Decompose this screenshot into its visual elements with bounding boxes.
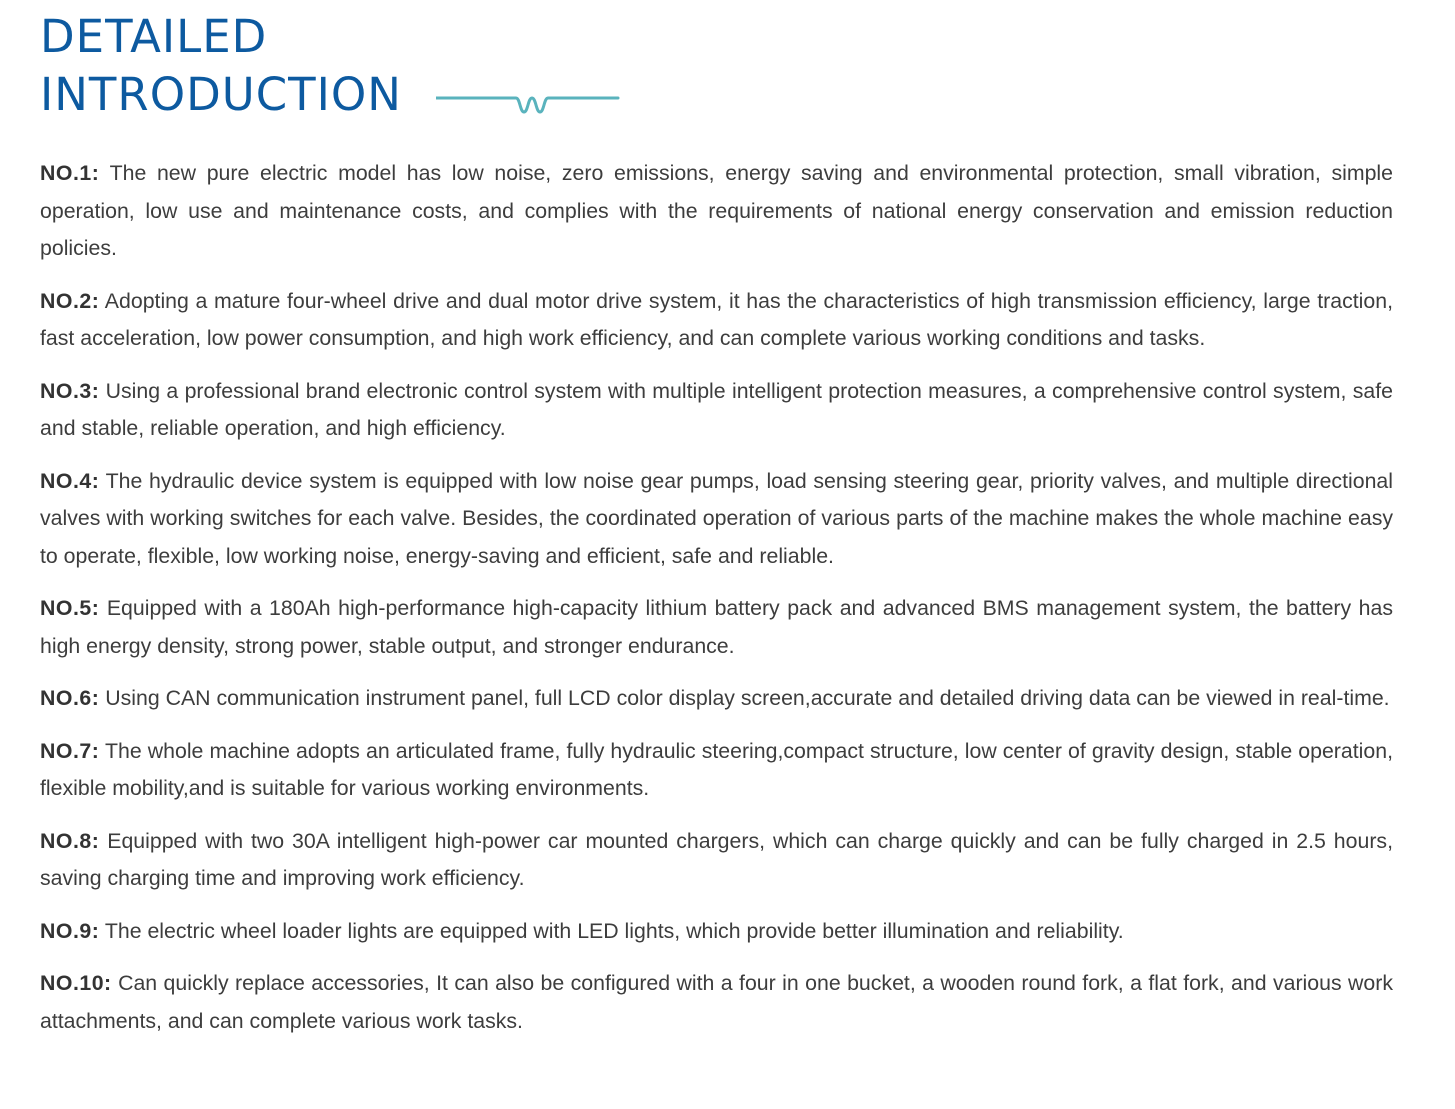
list-item — [40, 680, 1393, 718]
item-text: Using CAN communication instrument panel, full LCD color display screen,accurate and detailed driving data can be viewed in real-time. — [99, 686, 1390, 710]
item-text: The new pure electric model has low noise, zero emissions, energy saving and environmental protection, small vibration, simple operation, low use and maintenance costs, and complies with the requirements of national energy conservation and emission reduction policies. — [40, 161, 1393, 260]
item-text: Equipped with two 30A intelligent high-power car mounted chargers, which can charge quickly and can be fully charged in 2.5 hours, saving charging time and improving work efficiency. — [40, 828, 1393, 890]
page-title-line2: INTRODUCTION — [40, 68, 402, 121]
item-label: NO.5: — [40, 596, 100, 620]
section-header — [40, 8, 620, 124]
item-text: Using a professional brand electronic control system with multiple intelligent protection measures, a comprehensive control system, safe and stable, reliable operation, and high efficiency. — [40, 378, 1393, 440]
introduction-list — [40, 155, 1393, 1055]
item-text: The hydraulic device system is equipped with low noise gear pumps, load sensing steering gear, priority valves, and multiple directional valves with working switches for each valve. Besides, the coordinated operation of various parts of the machine makes the whole machine easy to operate, flexible, low working noise, energy-saving and efficient, safe and reliable. — [40, 468, 1393, 568]
list-item — [40, 823, 1393, 898]
item-text: The whole machine adopts an articulated frame, fully hydraulic steering,compact structure, low center of gravity design, stable operation, flexible mobility,and is suitable for various working environments. — [40, 738, 1393, 800]
item-label: NO.8: — [40, 828, 100, 853]
item-label: NO.7: — [40, 738, 100, 763]
item-label: NO.3: — [40, 378, 100, 403]
list-item — [40, 463, 1393, 576]
item-label: NO.9: — [40, 918, 100, 943]
item-label: NO.10: — [40, 971, 112, 995]
list-item — [40, 965, 1393, 1040]
item-label: NO.2: — [40, 288, 100, 313]
list-item — [40, 733, 1393, 808]
page-title-line1: DETAILED — [40, 10, 268, 63]
item-label: NO.6: — [40, 686, 100, 710]
title-row — [40, 66, 620, 124]
list-item — [40, 283, 1393, 358]
list-item — [40, 913, 1393, 951]
list-item — [40, 590, 1393, 665]
item-text: Adopting a mature four-wheel drive and dual motor drive system, it has the characteristics of high transmission efficiency, large traction, fast acceleration, low power consumption, and high work efficiency, and can complete various working conditions and tasks. — [40, 288, 1393, 350]
list-item — [40, 373, 1393, 448]
wave-divider-icon — [436, 94, 620, 116]
list-item — [40, 155, 1393, 268]
item-text: The electric wheel loader lights are equipped with LED lights, which provide better illumination and reliability. — [99, 918, 1124, 943]
item-label: NO.1: — [40, 161, 100, 185]
item-text: Equipped with a 180Ah high-performance high-capacity lithium battery pack and advanced BMS management system, the battery has high energy density, strong power, stable output, and stronger endurance. — [40, 596, 1393, 658]
item-label: NO.4: — [40, 468, 100, 493]
item-text: Can quickly replace accessories, It can also be configured with a four in one bucket, a wooden round fork, a flat fork, and various work attachments, and can complete various work tasks. — [40, 971, 1393, 1033]
